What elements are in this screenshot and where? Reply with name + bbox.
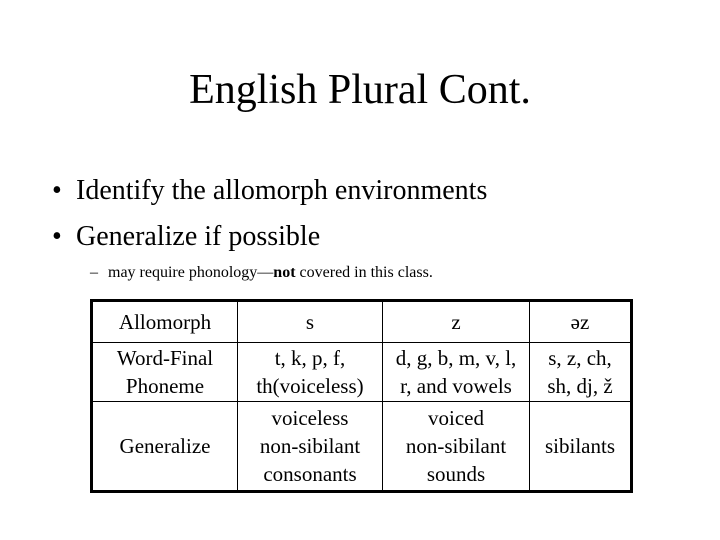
cell-ez-generalization: sibilants xyxy=(530,402,632,492)
header-cell-s: s xyxy=(238,301,383,343)
bullet-text: Generalize if possible xyxy=(76,221,321,252)
cell-z-phonemes: d, g, b, m, v, l, r, and vowels xyxy=(383,343,530,402)
header-cell-ez: əz xyxy=(530,301,632,343)
table-row-header xyxy=(92,301,632,343)
bullet-dot-icon: • xyxy=(52,175,62,206)
sub-bullet-text xyxy=(108,264,433,281)
sub-bullet xyxy=(90,263,433,283)
row-label-generalize: Generalize xyxy=(92,402,238,492)
dash-icon: – xyxy=(90,264,98,281)
bullet-item xyxy=(52,174,487,208)
header-cell-z: z xyxy=(383,301,530,343)
header-label-cell: Allomorph xyxy=(92,301,238,343)
sub-bullet-emphasis: not xyxy=(273,264,296,281)
cell-ez-phonemes: s, z, ch, sh, dj, ž xyxy=(530,343,632,402)
cell-s-generalization: voiceless non-sibilant consonants xyxy=(238,402,383,492)
cell-s-phonemes: t, k, p, f, th(voiceless) xyxy=(238,343,383,402)
cell-z-generalization: voiced non-sibilant sounds xyxy=(383,402,530,492)
slide-title: English Plural Cont. xyxy=(189,67,531,113)
allomorph-table xyxy=(90,299,633,493)
sub-bullet-after: covered in this class. xyxy=(295,264,433,281)
bullet-text: Identify the allomorph environments xyxy=(76,175,488,206)
row-label-word-final: Word-Final Phoneme xyxy=(92,343,238,402)
table-row-generalize xyxy=(92,402,632,492)
bullet-item xyxy=(52,220,487,254)
bullet-list xyxy=(52,174,487,266)
table-row-word-final xyxy=(92,343,632,402)
bullet-dot-icon: • xyxy=(52,221,62,252)
sub-bullet-before: may require phonology— xyxy=(108,264,274,281)
